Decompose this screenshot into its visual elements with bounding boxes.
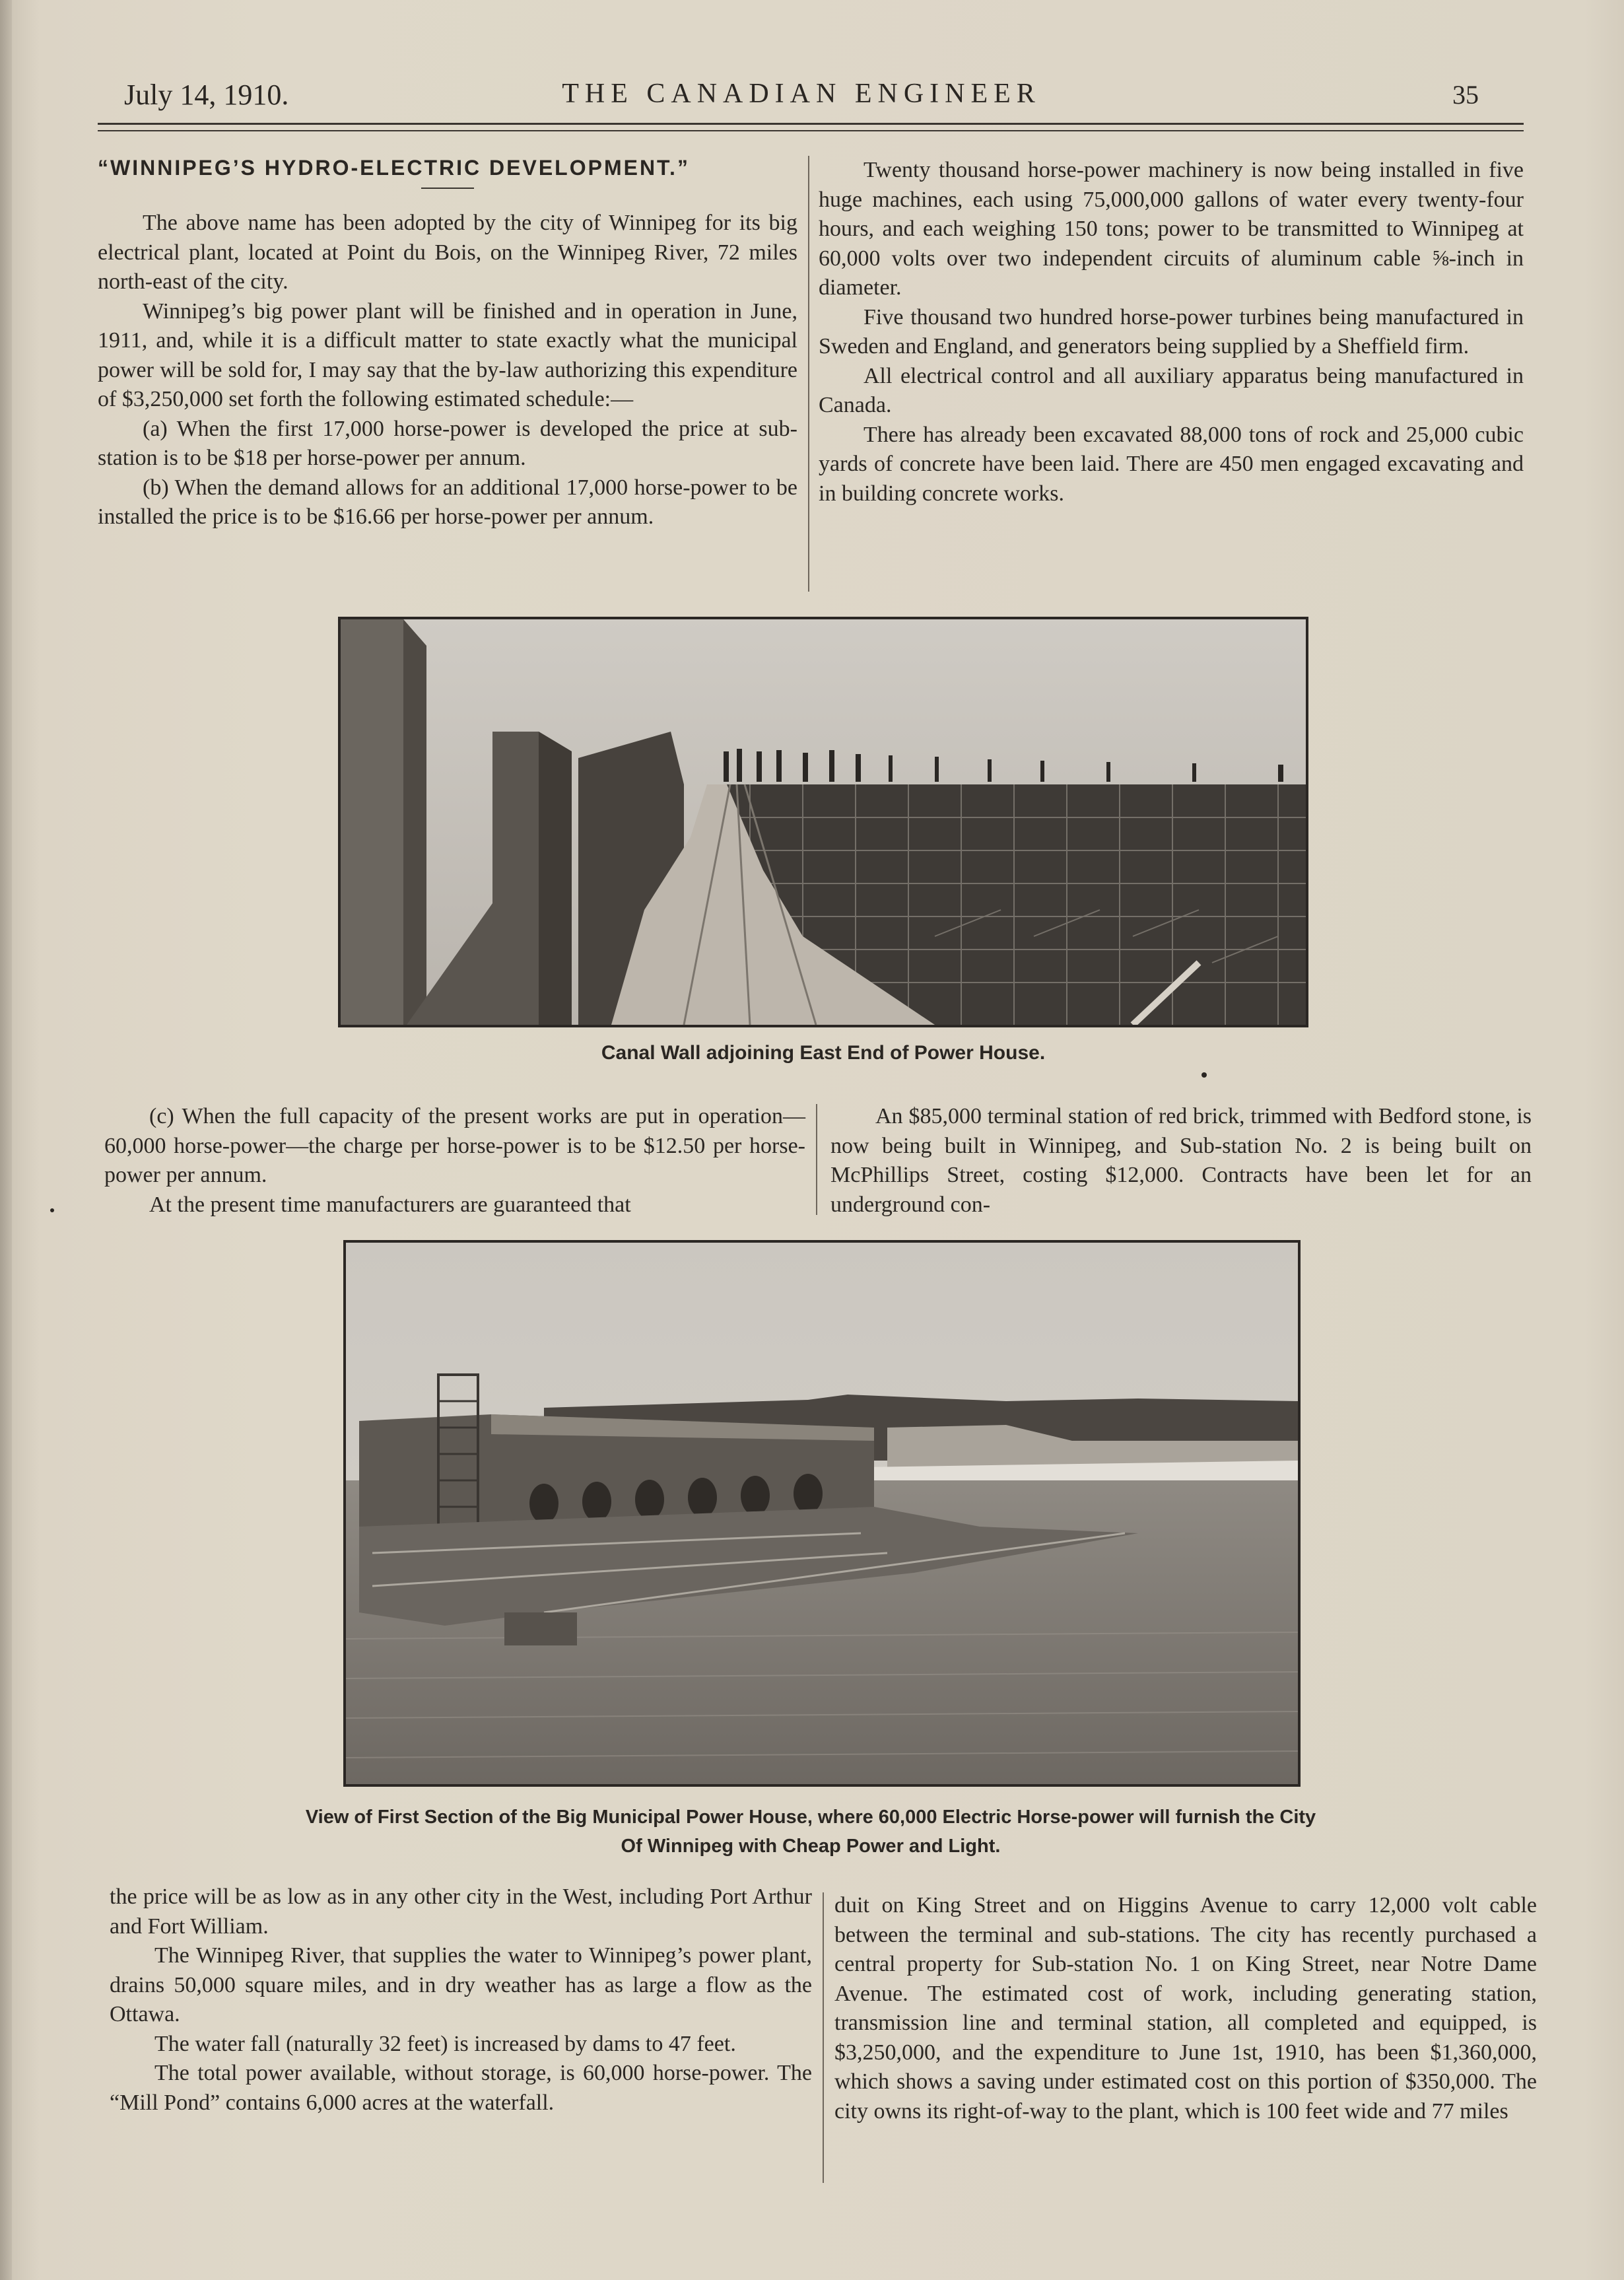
paragraph: Twenty thousand horse-power machinery is now being installed in five huge machines, each using 75,000,000 gallons of water every twenty-four hours, and each weighing 150 tons; power to be transmitted to Winnipeg at 60,000 volts over two independent circuits of aluminum cable ⅝-inch in diameter. (819, 158, 1524, 300)
canal-wall-illustration (341, 619, 1306, 1025)
column-top-left (98, 151, 797, 532)
issue-date: July 14, 1910. (124, 79, 289, 111)
page-binding-edge (0, 0, 12, 2280)
title-rule (421, 188, 474, 189)
figure1-caption: Canal Wall adjoining East End of Power House. (601, 1042, 1046, 1064)
paragraph: At the present time manufacturers are guaranteed that (149, 1192, 631, 1217)
paragraph: There has already been excavated 88,000 tons of rock and 25,000 cubic yards of concrete have been laid. There are 450 men engaged excavating and in building concrete works. (819, 422, 1524, 506)
column-bottom-left (110, 1883, 812, 2118)
paragraph: The Winnipeg River, that supplies the water to Winnipeg’s power plant, drains 50,000 square miles, and in dry weather has as large a flow as the Ottawa. (110, 1943, 812, 2026)
running-head (124, 78, 1479, 118)
page-number: 35 (1452, 80, 1479, 110)
paragraph: the price will be as low as in any other city in the West, including Port Arthur and Fort William. (110, 1884, 812, 1939)
paragraph: (b) When the demand allows for an additional 17,000 horse-power to be installed the price is to be $16.66 per horse-power per annum. (98, 475, 797, 529)
figure2-caption-line2: Of Winnipeg with Cheap Power and Light. (621, 1836, 1001, 1857)
paragraph: An $85,000 terminal station of red brick, trimmed with Bedford stone, is now being built in Winnipeg, and Sub-station No. 2 is being built on McPhillips Street, costing $12,000. Contracts have been let for an underground con- (830, 1104, 1532, 1217)
paragraph: Winnipeg’s big power plant will be finished and in operation in June, 1911, and, while it is a difficult matter to state exactly what the municipal power will be sold for, I may say that the by-law authorizing this expenditure of $3,250,000 set forth the following estimated schedule:— (98, 298, 797, 411)
photo-power-house (343, 1240, 1301, 1787)
print-speck (1201, 1072, 1207, 1078)
paragraph: Five thousand two hundred horse-power turbines being manufactured in Sweden and England, and generators being supplied by a Sheffield firm. (819, 304, 1524, 359)
column-middle-left (104, 1102, 805, 1220)
column-middle-right (830, 1102, 1532, 1220)
paragraph: (c) When the full capacity of the present works are put in operation—60,000 horse-power—the charge per horse-power is to be $12.50 per horse-power per annum. (104, 1104, 805, 1187)
paragraph: The above name has been adopted by the city of Winnipeg for its big electrical plant, located at Point du Bois, on the Winnipeg River, 72 miles north-east of the city. (98, 211, 797, 294)
photo-canal-wall (338, 617, 1308, 1027)
paragraph: The water fall (naturally 32 feet) is increased by dams to 47 feet. (154, 2031, 736, 2056)
paragraph: All electrical control and all auxiliary apparatus being manufactured in Canada. (819, 363, 1524, 417)
column-bottom-right (834, 1891, 1537, 2126)
header-rule (98, 123, 1524, 131)
column-top-right (819, 156, 1524, 508)
paragraph: The total power available, without storage, is 60,000 horse-power. The “Mill Pond” contains 6,000 acres at the waterfall. (110, 2061, 812, 2115)
column-divider (808, 156, 809, 592)
paragraph: duit on King Street and on Higgins Avenue to carry 12,000 volt cable between the terminal and sub-stations. The city has recently purchased a central property for Sub-station No. 1 on King Street, near Notre Dame Avenue. The estimated cost of work, including generating station, transmission line and terminal station, all completed and equipped, is $3,250,000, and the expenditure to June 1st, 1910, has been $1,360,000, which shows a saving under estimated cost on this portion of $350,000. The city owns its right-of-way to the plant, which is 100 feet wide and 77 miles (834, 1893, 1537, 2124)
paragraph: (a) When the first 17,000 horse-power is developed the price at sub-station is to be $18 per horse-power per annum. (98, 416, 797, 470)
power-house-illustration (346, 1243, 1298, 1784)
column-divider (816, 1104, 817, 1215)
column-divider (823, 1892, 824, 2183)
journal-title: THE CANADIAN ENGINEER (562, 79, 1041, 109)
figure2-caption-line1: View of First Section of the Big Municipal Power House, where 60,000 Electric Horse-power will furnish the City (305, 1807, 1316, 1828)
print-speck (50, 1208, 54, 1212)
article-title: “WINNIPEG’S HYDRO-ELECTRIC DEVELOPMENT.” (98, 156, 690, 180)
